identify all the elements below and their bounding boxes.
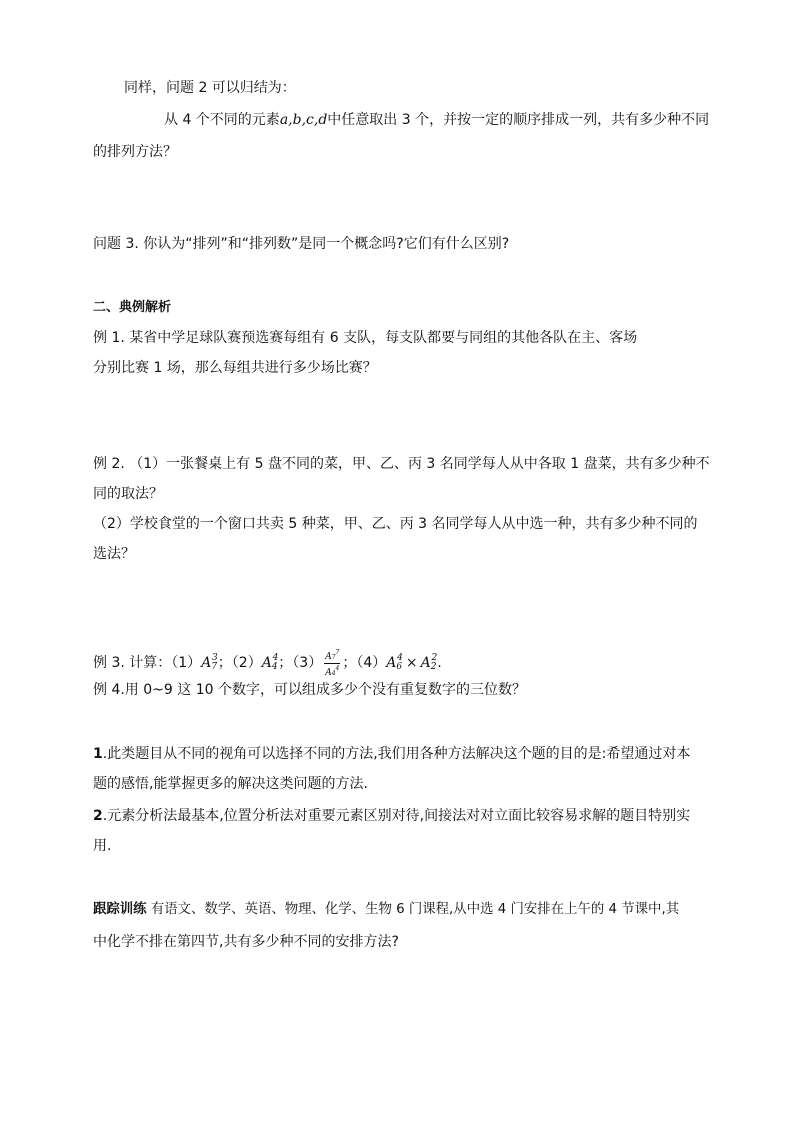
expr-3-fraction: $\frac{A7^7}{A4^4}$ <box>325 648 340 678</box>
intro-line-2 <box>164 110 709 130</box>
part-2-label: （2） <box>231 655 262 671</box>
note-2-number: 2 <box>93 808 103 824</box>
note-2-text: .元素分析法最基本,位置分析法对重要元素区别对待,间接法对对立面比较容易求解的题目特别实 <box>102 808 691 824</box>
example-2-line-2: 同的取法？ <box>93 486 163 502</box>
example-3-end: . <box>437 655 442 671</box>
intro-line-2-post: 中任意取出 3 个，并按一定的顺序排成一列，共有多少种不同 <box>327 112 710 128</box>
expr-4: $A_6^4 \times A_2^2$ <box>386 653 438 672</box>
part-1-label: （1） <box>171 655 202 671</box>
note-1-text: .此类题目从不同的视角可以选择不同的方法,我们用各种方法解决这个题的目的是:希望通过对本 <box>102 746 691 762</box>
note-1-line-1 <box>93 744 690 764</box>
example-3 <box>93 646 442 679</box>
example-1-line-2: 分别比赛 1 场，那么每组共进行多少场比赛？ <box>93 360 377 376</box>
example-3-prefix: 例 3. 计算： <box>93 655 172 671</box>
note-1-line-2: 题的感悟,能掌握更多的解决这类问题的方法. <box>93 776 368 792</box>
question-3: 问题 3. 你认为“排列”和“排列数”是同一个概念吗?它们有什么区别? <box>93 236 510 252</box>
tracking-text: 有语文、数学、英语、物理、化学、生物 6 门课程,从中选 4 门安排在上午的 4 节课中,其 <box>146 902 680 917</box>
intro-line-2-pre: 从 4 个不同的元素 <box>164 112 280 128</box>
example-2-line-3: （2）学校食堂的一个窗口共卖 5 种菜，甲、乙、丙 3 名同学每人从中选一种，共有多少种不同的 <box>93 516 698 532</box>
separator-2: ； <box>278 655 293 671</box>
note-2-line-1 <box>93 806 690 826</box>
note-1-number: 1 <box>93 746 103 762</box>
example-4: 例 4.用 0~9 这 10 个数字，可以组成多少个没有重复数字的三位数？ <box>93 682 526 698</box>
example-1-line-1: 例 1. 某省中学足球队赛预选赛每组有 6 支队，每支队都要与同组的其他各队在主、客场 <box>93 330 638 346</box>
tracking-line-2: 中化学不排在第四节,共有多少种不同的安排方法? <box>93 934 399 950</box>
intro-line-1: 同样，问题 2 可以归结为： <box>124 80 296 96</box>
note-2-line-2: 用. <box>93 838 112 854</box>
intro-line-3: 的排列方法？ <box>93 144 177 160</box>
tracking-line-1 <box>93 900 679 920</box>
example-2-line-4: 选法？ <box>93 546 135 562</box>
element-set: a,b,c,d <box>279 112 328 128</box>
part-4-label: （4） <box>356 655 387 671</box>
expr-2: $A_4^4$ <box>261 653 279 672</box>
tracking-label: 跟踪训练 <box>93 902 147 917</box>
separator-1: ； <box>217 655 232 671</box>
expr-1: $A_7^3$ <box>201 653 218 672</box>
part-3-label: （3） <box>292 655 323 671</box>
example-2-line-1: 例 2. （1）一张餐桌上有 5 盘不同的菜，甲、乙、丙 3 名同学每人从中各取 1 盘菜，共有多少种不 <box>93 456 710 472</box>
separator-3: ； <box>342 655 357 671</box>
section-heading: 二、典例解析 <box>93 300 172 315</box>
